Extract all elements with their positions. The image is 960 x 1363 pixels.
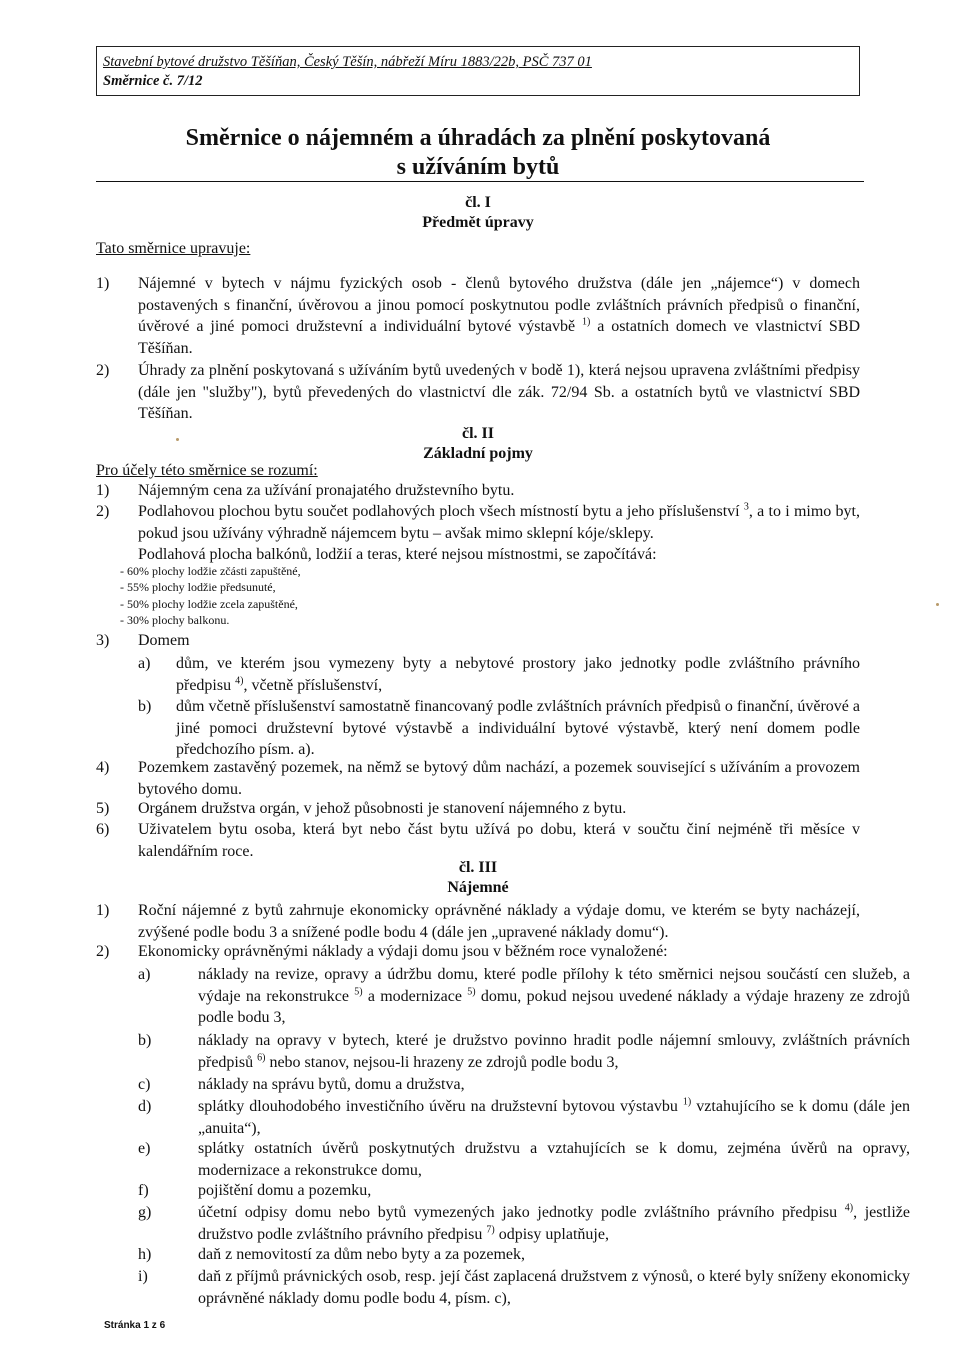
item-text: Podlahovou plochou bytu součet podlahových ploch všech místností bytu a jeho příslušenství $^3$, a to i mimo byt, pokud jsou užívány výhradně nájemcem bytu – avšak mimo sklepní kóje/sklepy. — [138, 501, 861, 542]
scan-speck — [176, 438, 179, 441]
document-header — [96, 46, 860, 96]
sub-letter: f) — [138, 1182, 149, 1199]
article-2-item-3 — [96, 630, 860, 652]
sub-letter: g) — [138, 1204, 152, 1221]
balcony-area-list — [120, 563, 301, 628]
title-underline — [96, 181, 864, 182]
sub-letter: e) — [138, 1140, 151, 1157]
sub-text: náklady na revize, opravy a údržbu domu, které podle přílohy k této směrnici nejsou součástí cen služeb, a výdaje na rekonstrukce $^{5)}$ a modernizace $^{5)}$ domu, pokud nejsou uvedené náklady a výdaje hrazeny ze zdrojů podle bodu 3, — [198, 966, 910, 1026]
sub-text: pojištění domu a pozemku, — [198, 1182, 372, 1199]
article-1-heading — [96, 193, 860, 233]
item-number: 6) — [96, 821, 110, 838]
article-1-title: Předmět úpravy — [422, 214, 534, 231]
sub-letter: b) — [138, 698, 152, 715]
sub-letter: a) — [138, 966, 151, 983]
article-3-sub-item — [138, 1180, 910, 1202]
sub-letter: b) — [138, 1032, 152, 1049]
sub-text: daň z nemovitostí za dům nebo byty a za pozemek, — [198, 1246, 526, 1263]
item-text: Pozemkem zastavěný pozemek, na němž se bytový dům nachází, a pozemek související s užíváním a provozem bytového domu. — [138, 759, 860, 798]
article-2-item-1 — [96, 480, 860, 502]
item-number: 5) — [96, 800, 110, 817]
article-2-item-4 — [96, 757, 860, 800]
item-text: Ekonomicky oprávněnými náklady a výdaji domu jsou v běžném roce vynaložené: — [138, 943, 668, 960]
article-3-heading — [96, 858, 860, 898]
item-text: Uživatelem bytu osoba, která byt nebo část bytu užívá po dobu, která v součtu činí nejméně tři měsíce v kalendářním roce. — [138, 821, 860, 860]
article-3-title: Nájemné — [447, 879, 509, 896]
sub-text: splátky ostatních úvěrů poskytnutých družstvu a vztahujících se k domu, zejména úvěrů na opravy, modernizace a rekonstrukce domu, — [198, 1140, 910, 1179]
item-text: Domem — [138, 632, 190, 649]
article-3-sub-item — [138, 1202, 910, 1245]
article-2-number: čl. II — [462, 425, 494, 442]
list-item: - 55% plochy lodžie předsunuté, — [120, 580, 276, 595]
item-text: Orgánem družstva orgán, v jehož působnosti je stanovení nájemného z bytu. — [138, 800, 627, 817]
header-organization: Stavební bytové družstvo Těšíňan, Český Těšín, nábřeží Míru 1883/22b, PSČ 737 01 — [103, 54, 592, 70]
article-1-item-2 — [96, 360, 860, 425]
document-title — [96, 124, 860, 182]
sub-text: dům, ve kterém jsou vymezeny byty a nebytové prostory jako jednotky podle zvláštního právního předpisu $^{4)}$, včetně příslušenství, — [176, 655, 860, 694]
list-item: - 50% plochy lodžie zcela zapuštěné, — [120, 596, 298, 611]
article-1-lead: Tato směrnice upravuje: — [96, 240, 251, 257]
scan-speck — [936, 603, 939, 606]
article-1-number: čl. I — [465, 194, 491, 211]
item-number: 2) — [96, 503, 110, 520]
sub-text: náklady na opravy v bytech, které je družstvo povinno hradit podle nájemní smlouvy, zvláštních právních předpisů $^{6)}$ nebo stanov, nejsou-li hrazeny ze zdrojů podle bodu 3, — [198, 1032, 910, 1071]
article-2-title: Základní pojmy — [423, 445, 533, 462]
item-text: Nájemným cena za užívání pronajatého družstevního bytu. — [138, 482, 515, 499]
sub-letter: c) — [138, 1076, 151, 1093]
article-3-item-1 — [96, 900, 860, 943]
title-line-2: s užíváním bytů — [396, 154, 560, 180]
article-3-sub-item — [138, 964, 910, 1029]
item-text: Úhrady za plnění poskytovaná s užíváním bytů uvedených v bodě 1), která nejsou upravena zvláštními předpisy (dále jen "služby"), bytů převedených do vlastnictví dle zák. 72/94 Sb. a ostatních bytů ve vlastnictví SBD Těšíňan. — [138, 362, 860, 422]
article-3-sub-item — [138, 1244, 910, 1266]
item-number: 2) — [96, 362, 110, 379]
article-2-item-5 — [96, 798, 860, 820]
article-3-sub-item — [138, 1074, 910, 1096]
balcony-area-text: Podlahová plocha balkónů, lodžií a teras, které nejsou místnostmi, se započítává: — [138, 546, 657, 563]
item-number: 1) — [96, 275, 110, 292]
sub-letter: d) — [138, 1098, 152, 1115]
sub-letter: a) — [138, 655, 151, 672]
item-number: 2) — [96, 943, 110, 960]
article-2-item-3-b — [138, 696, 860, 761]
article-3-sub-item — [138, 1030, 910, 1073]
article-3-number: čl. III — [458, 859, 498, 876]
sub-text: dům včetně příslušenství samostatně financovaný podle zvláštních právních předpisů o finanční, úvěrové a jiné pomoci družstevní bytové výstavbě a individuální bytové výstavbě, který není domem podle předchozího písm. a). — [176, 698, 860, 758]
article-3-sub-item — [138, 1266, 910, 1309]
sub-text: splátky dlouhodobého investičního úvěru na družstevní bytovou výstavbu $^{1)}$ vztahujícího se k domu (dále jen „anuita“), — [198, 1096, 910, 1137]
item-number: 1) — [96, 482, 110, 499]
sub-text: náklady na správu bytů, domu a družstva, — [198, 1076, 465, 1093]
article-2-item-3-a — [138, 653, 860, 696]
title-line-1: Směrnice o nájemném a úhradách za plnění poskytovaná — [185, 125, 771, 151]
sub-text: daň z příjmů právnických osob, resp. její část zaplacená družstvem z výnosů, o které byly sníženy ekonomicky oprávněné náklady domu podle bodu 4, písm. c), — [198, 1268, 910, 1307]
page-footer: Stránka 1 z 6 — [104, 1320, 166, 1331]
article-2-heading — [96, 424, 860, 464]
article-2-lead: Pro účely této směrnice se rozumí: — [96, 462, 318, 479]
article-3-sub-item — [138, 1096, 910, 1139]
article-2-item-6 — [96, 819, 860, 862]
item-number: 3) — [96, 632, 110, 649]
header-reference: Směrnice č. 7/12 — [103, 73, 203, 89]
list-item: - 60% plochy lodžie zčásti zapuštěné, — [120, 564, 301, 578]
article-2-item-2 — [96, 501, 860, 566]
article-3-sub-item — [138, 1138, 910, 1181]
item-number: 4) — [96, 759, 110, 776]
item-number: 1) — [96, 902, 110, 919]
sub-letter: i) — [138, 1268, 148, 1285]
item-text: Roční nájemné z bytů zahrnuje ekonomicky oprávněné náklady a výdaje domu, ve kterém se byty nacházejí, zvýšené podle bodu 3 a snížené podle bodu 4 (dále jen „upravené náklady domu“). — [138, 902, 860, 941]
sub-text: účetní odpisy domu nebo bytů vymezených jako jednotky podle zvláštního právního předpisu $^{4)}$, jestliže družstvo podle zvláštního právního předpisu $^{7)}$ odpisy uplatňuje, — [198, 1202, 911, 1243]
article-3-item-2 — [96, 941, 860, 963]
sub-letter: h) — [138, 1246, 152, 1263]
list-item: - 30% plochy balkonu. — [120, 612, 230, 627]
item-text: Nájemné v bytech v nájmu fyzických osob - členů bytového družstva (dále jen „nájemce“) v domech postavených s finanční, úvěrovou a jinou pomocí poskytnutou podle zvláštních právních předpisů o finanční, úvěrové a jiné pomoci družstevní a individuální bytové výstavbě $^{1)}$ a ostatních domech ve vlastnictví SBD Těšíňan. — [138, 275, 860, 357]
article-1-item-1 — [96, 273, 860, 359]
